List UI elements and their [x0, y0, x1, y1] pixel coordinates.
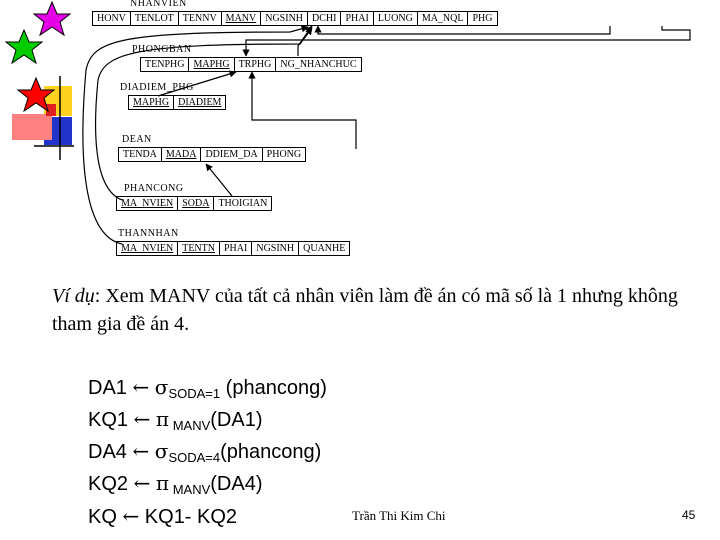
left-arrow-icon: ← [132, 439, 150, 463]
operation-line [88, 436, 327, 468]
column-phai: PHAI [341, 12, 373, 25]
column-tentn: TENTN [178, 242, 220, 255]
left-arrow-icon: ← [133, 407, 151, 431]
column-ng-nhanchuc: NG_NHANCHUC [280, 59, 357, 70]
example-text: : Xem MANV của tất cả nhân viên làm đề án có mã số là 1 nhưng không tham gia đề án 4. [52, 285, 678, 335]
column-maphg: MAPHG [189, 58, 234, 71]
column-mada: MADA [162, 148, 202, 161]
final-rhs: KQ1- KQ2 [139, 506, 238, 528]
arrow-phg-maphg [246, 26, 690, 56]
column-trphg: TRPHG [235, 58, 277, 71]
op-argument: (phancong) [220, 377, 327, 399]
column-tenda: TENDA [119, 148, 162, 161]
column-thoigian: THOIGIAN [218, 198, 268, 209]
arrow-manql-manv [318, 26, 610, 34]
op-lhs: KQ2 [88, 473, 129, 495]
arrow-soda-mada [206, 164, 232, 196]
column-phg: PHG [472, 13, 493, 24]
column-honv: HONV [93, 12, 131, 25]
column-ddiem-da: DDIEM_DA [201, 148, 262, 161]
sigma-symbol: σ [154, 439, 169, 463]
table-dean [118, 147, 306, 162]
pi-symbol: π [155, 407, 170, 431]
operation-line [88, 468, 327, 500]
op-lhs: KQ1 [88, 409, 129, 431]
column-diadiem: DIADIEM [178, 97, 222, 108]
table-thannhan [116, 241, 350, 256]
table-name-nhanvien: NHANVIEN [130, 0, 187, 9]
page-number: 45 [682, 508, 696, 522]
column-tennv: TENNV [179, 12, 222, 25]
op-attribute: MANV [169, 418, 211, 433]
column-tenphg: TENPHG [141, 58, 189, 71]
arrow-phancong-manv [96, 28, 312, 200]
column-ma-nql: MA_NQL [418, 12, 469, 25]
sigma-symbol: σ [154, 375, 169, 399]
op-condition: SODA=4 [168, 450, 221, 465]
column-quanhe: QUANHE [303, 243, 346, 254]
column-manv: MANV [222, 12, 262, 25]
column-luong: LUONG [374, 12, 418, 25]
table-phongban [140, 57, 362, 72]
op-argument: (phancong) [220, 441, 322, 463]
table-name-diadiem-phg: DIADIEM_PHG [120, 82, 194, 93]
table-name-phongban: PHONGBAN [132, 44, 192, 55]
operations-list [88, 372, 327, 500]
column-ma-nvien: MA_NVIEN [117, 242, 178, 255]
example-paragraph [52, 282, 692, 338]
column-soda: SODA [178, 197, 214, 210]
column-phong: PHONG [266, 149, 302, 160]
column-tenlot: TENLOT [131, 12, 179, 25]
footer-author: Trần Thi Kim Chi [352, 508, 446, 523]
column-ma-nvien: MA_NVIEN [117, 197, 178, 210]
table-name-dean: DEAN [122, 134, 152, 145]
final-operation [88, 504, 237, 529]
op-attribute: MANV [169, 482, 211, 497]
left-arrow-icon: ← [133, 471, 151, 495]
operation-line [88, 372, 327, 404]
table-diadiem-phg [128, 95, 226, 110]
example-label: Ví dụ [52, 285, 95, 307]
table-name-phancong: PHANCONG [124, 183, 184, 194]
column-ngsinh: NGSINH [261, 12, 308, 25]
op-condition: SODA=1 [168, 386, 221, 401]
left-arrow-icon: ← [122, 504, 140, 528]
column-maphg: MAPHG [129, 96, 174, 109]
op-argument: (DA4) [210, 473, 263, 495]
operation-line [88, 404, 327, 436]
left-arrow-icon: ← [132, 375, 150, 399]
arrow-phong-maphg [252, 72, 356, 149]
table-name-thannhan: THANNHAN [118, 228, 179, 239]
pi-symbol: π [155, 471, 170, 495]
op-lhs: DA1 [88, 377, 127, 399]
column-dchi: DCHI [308, 12, 341, 25]
table-nhanvien [92, 11, 498, 26]
op-argument: (DA1) [210, 409, 263, 431]
column-ngsinh: NGSINH [252, 242, 299, 255]
op-lhs: DA4 [88, 441, 127, 463]
table-phancong [116, 196, 272, 211]
final-lhs: KQ [88, 506, 117, 528]
column-phai: PHAI [220, 242, 252, 255]
